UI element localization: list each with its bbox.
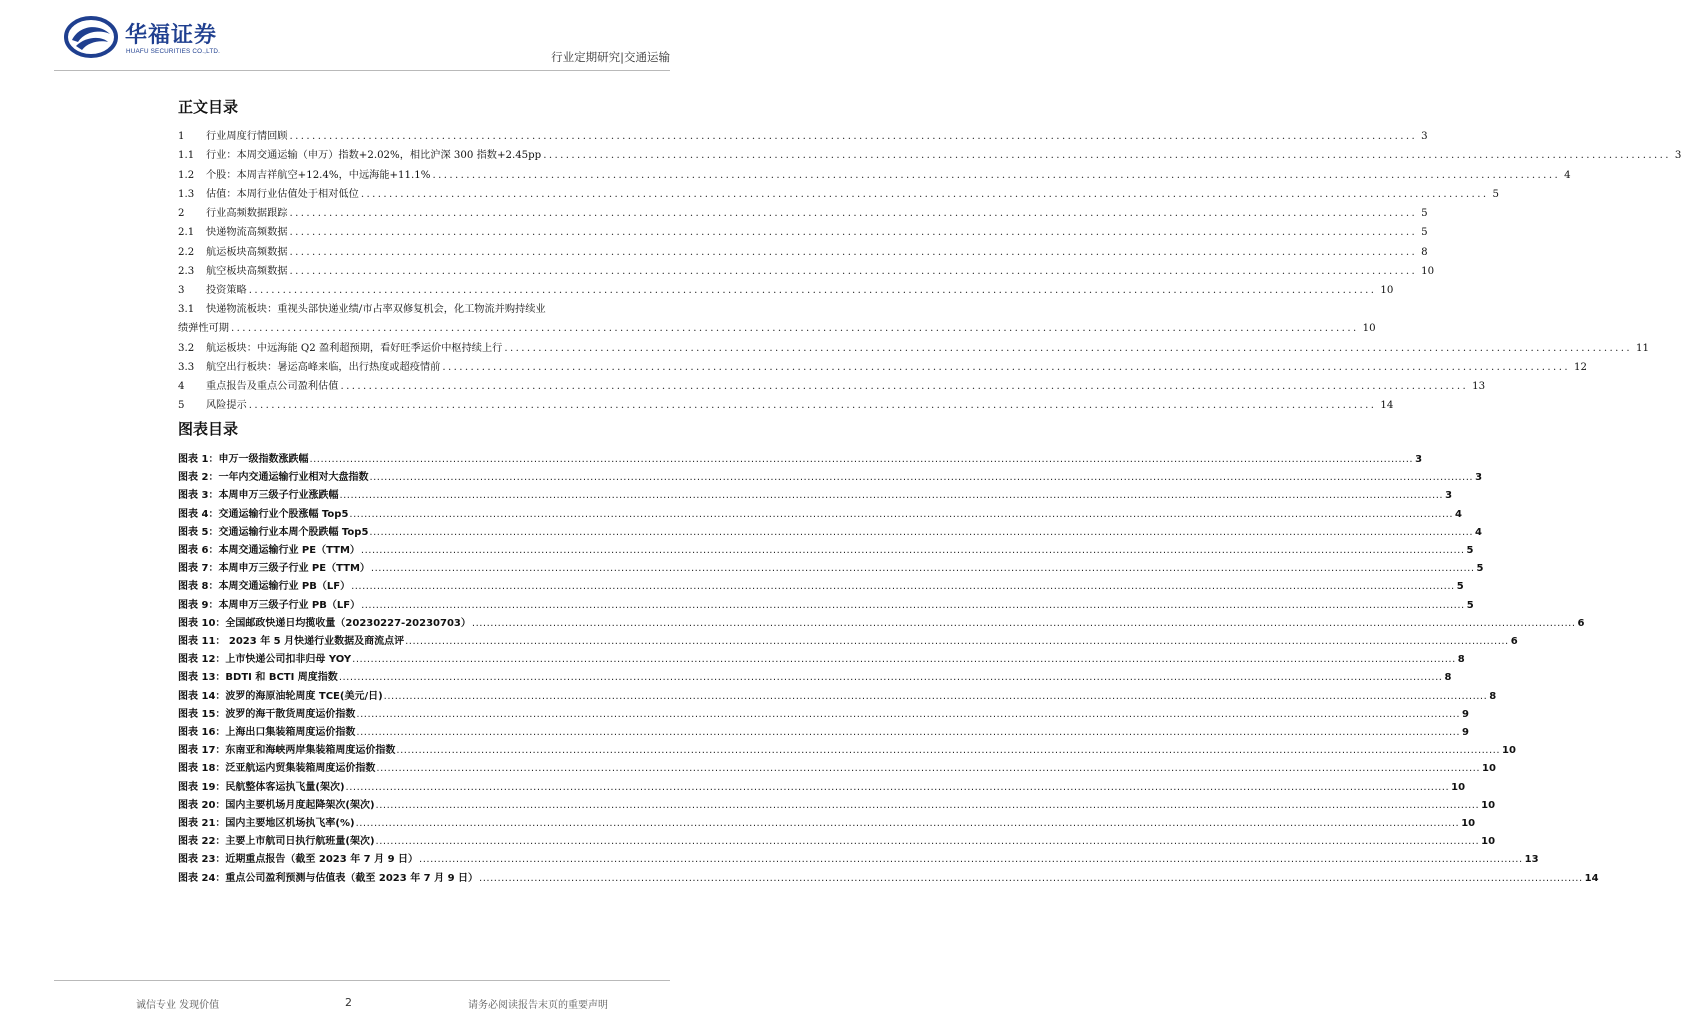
report-type: 行业定期研究|交通运输: [551, 50, 670, 64]
figure-item-page: 8: [1444, 672, 1452, 684]
figure-item-page: 10: [1451, 781, 1466, 793]
figure-leader-dots: ............................................................................................................................................................................................................................................................................................................: [419, 854, 1523, 866]
toc-leader-dots: ........................................................................................................................................................................................................: [340, 381, 1469, 392]
toc-item-number: 1.3: [178, 189, 195, 200]
toc-item-text: 绩弹性可期: [178, 323, 229, 334]
figure-item-text: 图表 12：上市快递公司扣非归母 YOY: [178, 654, 352, 666]
toc-item[interactable]: [178, 185, 1499, 202]
figure-leader-dots: ............................................................................................................................................................................................................................................................................................................: [479, 872, 1583, 884]
figure-item[interactable]: [178, 650, 1465, 667]
figure-item[interactable]: [178, 869, 1599, 886]
figure-item[interactable]: [178, 596, 1474, 613]
figure-item-page: 10: [1461, 818, 1476, 829]
toc-item-page: 10: [1421, 266, 1435, 277]
footer-disclaimer: 请务必阅读报告末页的重要声明: [468, 1000, 608, 1011]
figure-item[interactable]: [178, 632, 1518, 649]
figure-item-text: 图表 9：本周申万三级子行业 PB（LF）: [178, 599, 361, 611]
figure-item-page: 8: [1457, 654, 1465, 666]
toc-item[interactable]: [178, 281, 1394, 298]
figure-item-text: 图表 5：交通运输行业本周个股跌幅 Top5: [178, 526, 369, 538]
toc-item-number: 2.1: [178, 227, 195, 238]
figure-item-text: 图表 11： 2023 年 5 月快递行业数据及商流点评: [178, 636, 405, 647]
figure-item[interactable]: [178, 723, 1469, 740]
toc-item[interactable]: [178, 319, 1376, 336]
figure-leader-dots: ............................................................................................................................................................................................................................................................................................................: [369, 472, 1474, 484]
figure-item-page: 9: [1462, 727, 1469, 738]
figure-item-text: 图表 8：本周交通运输行业 PB（LF）: [178, 581, 351, 593]
figure-leader-dots: ............................................................................................................................................................................................................................................................................................................: [376, 763, 1481, 775]
figure-item-text: 图表 16：上海出口集装箱周度运价指数: [178, 727, 356, 738]
figure-item-page: 13: [1524, 854, 1539, 866]
toc-item-number: 1: [178, 131, 185, 142]
figure-item-text: 图表 23：近期重点报告（截至 2023 年 7 月 9 日）: [178, 854, 419, 866]
toc-item-text: 投资策略: [206, 285, 247, 296]
toc-item-page: 3: [1674, 150, 1681, 161]
toc-leader-dots: ........................................................................................................................................................................................................: [248, 285, 1377, 296]
figure-item-page: 10: [1481, 799, 1496, 811]
figure-item-text: 图表 21：国内主要地区机场执飞率(%): [178, 818, 355, 829]
figure-item-page: 14: [1584, 872, 1599, 884]
toc-item[interactable]: [178, 377, 1486, 394]
figure-item[interactable]: [178, 741, 1516, 758]
toc-item-page: 11: [1636, 343, 1650, 354]
figure-item-text: 图表 13：BDTI 和 BCTI 周度指数: [178, 672, 338, 684]
brand-name-en: HUAFU SECURITIES CO.,LTD.: [126, 48, 221, 55]
figure-item[interactable]: [178, 778, 1466, 795]
toc-item-page: 5: [1492, 189, 1499, 200]
figure-leader-dots: ............................................................................................................................................................................................................................................................................................................: [375, 836, 1480, 848]
toc-item-number: 2: [178, 208, 185, 219]
figure-item-page: 5: [1456, 581, 1464, 593]
toc-leader-dots: ........................................................................................................................................................................................................: [432, 170, 1561, 181]
figure-leader-dots: ............................................................................................................................................................................................................................................................................................................: [339, 490, 1444, 502]
toc-item-number: 5: [178, 400, 185, 411]
brand-name-cn: 华福证券: [125, 22, 218, 48]
toc-item-number: 2.2: [178, 247, 195, 258]
toc-item-number: 3: [178, 285, 185, 296]
toc-leader-dots: ........................................................................................................................................................................................................: [360, 189, 1489, 200]
figure-item-page: 4: [1455, 508, 1462, 520]
figure-item-text: 图表 10：全国邮政快递日均揽收量（20230227-20230703）: [178, 617, 471, 629]
figure-leader-dots: ............................................................................................................................................................................................................................................................................................................: [471, 617, 1576, 629]
toc-item-page: 12: [1573, 362, 1587, 373]
toc-item-number: 1.1: [178, 150, 195, 161]
figure-leader-dots: ............................................................................................................................................................................................................................................................................................................: [345, 781, 1450, 793]
toc-leader-dots: ........................................................................................................................................................................................................: [289, 208, 1418, 219]
figure-item-text: 图表 14：波罗的海原油轮周度 TCE(美元/日): [178, 690, 383, 702]
figure-item-text: 图表 15：波罗的海干散货周度运价指数: [178, 708, 356, 720]
toc-item-page: 8: [1421, 247, 1428, 258]
toc-item[interactable]: [178, 166, 1571, 183]
figure-item-page: 4: [1475, 526, 1482, 538]
figure-item-page: 5: [1466, 599, 1474, 611]
toc-item-number: 2.3: [178, 266, 195, 277]
figure-item[interactable]: [178, 705, 1469, 722]
toc-item-page: 10: [1362, 323, 1376, 334]
toc-item-text: 个股：本周吉祥航空+12.4%，中远海能+11.1%: [206, 170, 431, 181]
figure-leader-dots: ............................................................................................................................................................................................................................................................................................................: [375, 799, 1480, 811]
toc-item[interactable]: [178, 204, 1428, 221]
toc-item[interactable]: [178, 396, 1394, 413]
page-header: [0, 0, 724, 80]
toc-item-text: 航空板块高频数据: [206, 266, 288, 277]
toc-leader-dots: ........................................................................................................................................................................................................: [230, 323, 1359, 334]
toc-item-text: 重点报告及重点公司盈利估值: [206, 381, 339, 392]
figure-item-page: 5: [1466, 545, 1474, 556]
toc-item[interactable]: [178, 358, 1587, 375]
figure-leader-dots: ............................................................................................................................................................................................................................................................................................................: [405, 636, 1509, 647]
figure-item[interactable]: [178, 759, 1496, 776]
toc-leader-dots: ........................................................................................................................................................................................................: [442, 362, 1570, 373]
toc-item-page: 3: [1421, 131, 1428, 142]
toc-item[interactable]: [178, 243, 1428, 260]
figure-item[interactable]: [178, 486, 1453, 503]
figure-leader-dots: ............................................................................................................................................................................................................................................................................................................: [352, 654, 1456, 666]
figure-item-text: 图表 2：一年内交通运输行业相对大盘指数: [178, 472, 369, 484]
figure-leader-dots: ............................................................................................................................................................................................................................................................................................................: [396, 745, 1501, 757]
toc-item[interactable]: [178, 262, 1435, 279]
toc-item-text: 快递物流高频数据: [206, 227, 288, 238]
toc-item-page: 5: [1421, 227, 1428, 238]
footer-divider: [54, 980, 670, 981]
figure-item-text: 图表 19：民航整体客运执飞量(架次): [178, 781, 345, 793]
figure-item[interactable]: [178, 614, 1585, 631]
figure-item-page: 10: [1502, 745, 1516, 757]
toc-item-page: 10: [1380, 285, 1394, 296]
toc-item-text: 行业高频数据跟踪: [206, 208, 288, 219]
toc-item-text: 估值：本周行业估值处于相对低位: [206, 189, 359, 200]
page-number: 2: [345, 996, 352, 1009]
figure-item[interactable]: [178, 668, 1452, 685]
figure-item[interactable]: [178, 814, 1476, 831]
huafu-logo-icon: [64, 16, 118, 58]
figure-leader-dots: ............................................................................................................................................................................................................................................................................................................: [383, 690, 1488, 702]
figure-item[interactable]: [178, 559, 1484, 576]
figure-item-text: 图表 20：国内主要机场月度起降架次(架次): [178, 799, 375, 811]
figure-leader-dots: ............................................................................................................................................................................................................................................................................................................: [349, 508, 1454, 520]
toc-item-text: 风险提示: [206, 400, 247, 411]
toc-leader-dots: ........................................................................................................................................................................................................: [289, 227, 1418, 238]
toc-leader-dots: ........................................................................................................................................................................................................: [504, 343, 1633, 354]
figure-item-page: 9: [1462, 708, 1469, 720]
toc-item-page: 14: [1380, 400, 1394, 411]
toc-item-text: 航运板块：中远海能 Q2 盈利超预期，看好旺季运价中枢持续上行: [206, 343, 503, 354]
toc-item-number: 3.3: [178, 362, 195, 373]
toc-item-text: 航空出行板块：暑运高峰来临，出行热度或超疫情前: [206, 362, 441, 373]
figure-item[interactable]: [178, 687, 1497, 704]
figure-item[interactable]: [178, 796, 1496, 813]
toc-item-page: 13: [1472, 381, 1486, 392]
figure-item-text: 图表 3：本周申万三级子行业涨跌幅: [178, 490, 339, 502]
figure-item-text: 图表 17：东南亚和海峡两岸集装箱周度运价指数: [178, 745, 396, 757]
figure-leader-dots: ............................................................................................................................................................................................................................................................................................................: [369, 526, 1474, 538]
figure-item-text: 图表 7：本周申万三级子行业 PE（TTM）: [178, 563, 370, 575]
figure-item[interactable]: [178, 450, 1423, 467]
figure-leader-dots: ............................................................................................................................................................................................................................................................................................................: [351, 581, 1455, 593]
figures-title: 图表目录: [178, 420, 239, 438]
figure-item[interactable]: [178, 468, 1483, 485]
figure-item[interactable]: [178, 832, 1496, 849]
figure-item-page: 3: [1415, 454, 1423, 465]
toc-leader-dots: ........................................................................................................................................................................................................: [289, 131, 1418, 142]
toc-item-page: 4: [1564, 170, 1571, 181]
toc-leader-dots: ........................................................................................................................................................................................................: [543, 150, 1671, 161]
figure-item[interactable]: [178, 850, 1539, 867]
figure-item-text: 图表 4：交通运输行业个股涨幅 Top5: [178, 508, 349, 520]
toc-item-number: 3.2: [178, 343, 195, 354]
figure-item[interactable]: [178, 541, 1474, 558]
figure-leader-dots: ............................................................................................................................................................................................................................................................................................................: [356, 727, 1461, 738]
figure-leader-dots: ............................................................................................................................................................................................................................................................................................................: [355, 818, 1460, 829]
toc-item[interactable]: [178, 339, 1650, 356]
figure-item-text: 图表 22：主要上市航司日执行航班量(架次): [178, 836, 375, 848]
figure-leader-dots: ............................................................................................................................................................................................................................................................................................................: [360, 545, 1465, 556]
toc-item-text: 航运板块高频数据: [206, 247, 288, 258]
figure-item-text: 图表 24：重点公司盈利预测与估值表（截至 2023 年 7 月 9 日）: [178, 872, 479, 884]
figure-item-page: 5: [1476, 563, 1484, 575]
figure-item-text: 图表 18：泛亚航运内贸集装箱周度运价指数: [178, 763, 376, 775]
toc-item[interactable]: [178, 300, 670, 317]
toc-item-number: 1.2: [178, 170, 195, 181]
figure-item-page: 6: [1510, 636, 1518, 647]
toc-item[interactable]: [178, 223, 1428, 240]
figure-leader-dots: ............................................................................................................................................................................................................................................................................................................: [361, 599, 1465, 611]
toc-item-text: 行业：本周交通运输（申万）指数+2.02%，相比沪深 300 指数+2.45pp: [206, 150, 542, 161]
figure-item-page: 10: [1481, 836, 1496, 848]
figure-leader-dots: ............................................................................................................................................................................................................................................................................................................: [370, 563, 1475, 575]
toc-item-page: 5: [1421, 208, 1428, 219]
figure-leader-dots: ............................................................................................................................................................................................................................................................................................................: [338, 672, 1443, 684]
toc-item-text: 行业周度行情回顾: [206, 131, 288, 142]
figure-item[interactable]: [178, 577, 1464, 594]
figure-item-page: 3: [1445, 490, 1453, 502]
header-divider: [54, 70, 670, 71]
figure-item[interactable]: [178, 505, 1462, 522]
toc-item[interactable]: [178, 127, 1428, 144]
figure-item[interactable]: [178, 523, 1482, 540]
figure-item-text: 图表 1：申万一级指数涨跌幅: [178, 454, 309, 465]
footer-slogan: 诚信专业 发现价值: [136, 1000, 220, 1011]
figure-leader-dots: ............................................................................................................................................................................................................................................................................................................: [356, 708, 1461, 720]
figure-item-page: 10: [1482, 763, 1496, 775]
toc-item-number: 4: [178, 381, 185, 392]
toc-title: 正文目录: [178, 98, 239, 116]
toc-leader-dots: ........................................................................................................................................................................................................: [289, 247, 1418, 258]
figure-leader-dots: ............................................................................................................................................................................................................................................................................................................: [309, 454, 1414, 465]
figure-item-page: 6: [1577, 617, 1585, 629]
toc-leader-dots: ........................................................................................................................................................................................................: [289, 266, 1418, 277]
toc-item-text: 快递物流板块：重视头部快递业绩/市占率双修复机会，化工物流并购持续业: [206, 304, 546, 315]
toc-item-number: 3.1: [178, 304, 195, 315]
figure-item-page: 3: [1475, 472, 1483, 484]
toc-leader-dots: ........................................................................................................................................................................................................: [248, 400, 1377, 411]
figure-item-page: 8: [1489, 690, 1497, 702]
toc-item[interactable]: [178, 146, 1681, 163]
figure-item-text: 图表 6：本周交通运输行业 PE（TTM）: [178, 545, 360, 556]
